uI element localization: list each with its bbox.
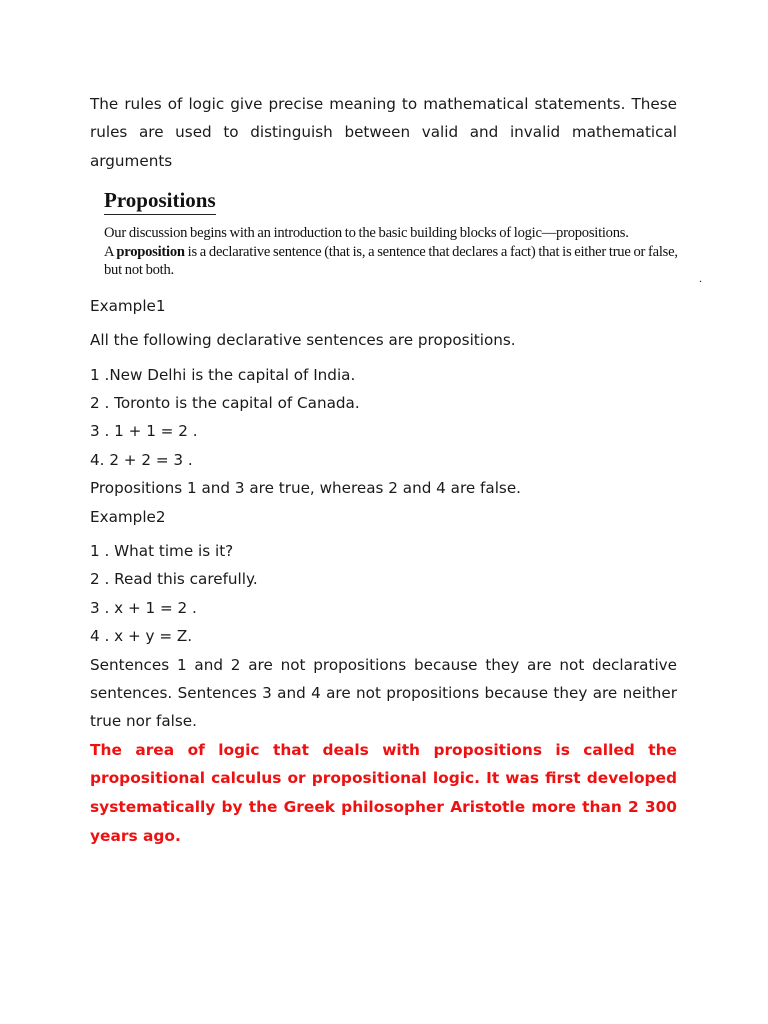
excerpt-heading: Propositions — [104, 187, 216, 215]
excerpt-body — [104, 224, 696, 280]
example2-item-1: 1 . What time is it? — [90, 541, 234, 560]
document-page — [90, 90, 702, 850]
proposition-term: proposition — [116, 243, 185, 260]
excerpt-line-2-prefix: A — [104, 243, 117, 260]
textbook-excerpt — [104, 187, 702, 285]
example1-item-3: 3 . 1 + 1 = 2 . — [90, 422, 198, 441]
excerpt-line-1: Our discussion begins with an introduction to the basic building blocks of logic—propositions. — [104, 225, 629, 242]
example1-item-1: 1 .New Delhi is the capital of India. — [90, 365, 356, 384]
example1-title: Example1 — [90, 296, 166, 315]
example1-lead: All the following declarative sentences are propositions. — [90, 331, 516, 350]
example1-conclusion: Propositions 1 and 3 are true, whereas 2 and 4 are false. — [90, 479, 522, 498]
example2-item-3: 3 . x + 1 = 2 . — [90, 598, 197, 617]
example2-conclusion: Sentences 1 and 2 are not propositions because they are not declarative sentences. Sentences 3 and 4 are not propositions because they are neither true nor false. — [90, 655, 677, 731]
example1-item-2: 2 . Toronto is the capital of Canada. — [90, 393, 360, 412]
example2-title: Example2 — [90, 507, 166, 526]
intro-paragraph: The rules of logic give precise meaning to mathematical statements. These rules are used to distinguish between valid and invalid mathematical arguments — [90, 95, 677, 170]
example1-item-4: 4. 2 + 2 = 3 . — [90, 450, 193, 469]
example2-item-2: 2 . Read this carefully. — [90, 570, 258, 589]
excerpt-mark: . — [699, 270, 702, 285]
highlight-paragraph: The area of logic that deals with propositions is called the propositional calculus or propositional logic. It was first developed systematically by the Greek philosopher Aristotle more than 2 300 years ago. — [90, 740, 677, 845]
excerpt-line-2-suffix: is a declarative sentence (that is, a sentence that declares a fact) that is either true or false, but not both. — [104, 243, 678, 279]
example2-item-4: 4 . x + y = Z. — [90, 627, 193, 646]
